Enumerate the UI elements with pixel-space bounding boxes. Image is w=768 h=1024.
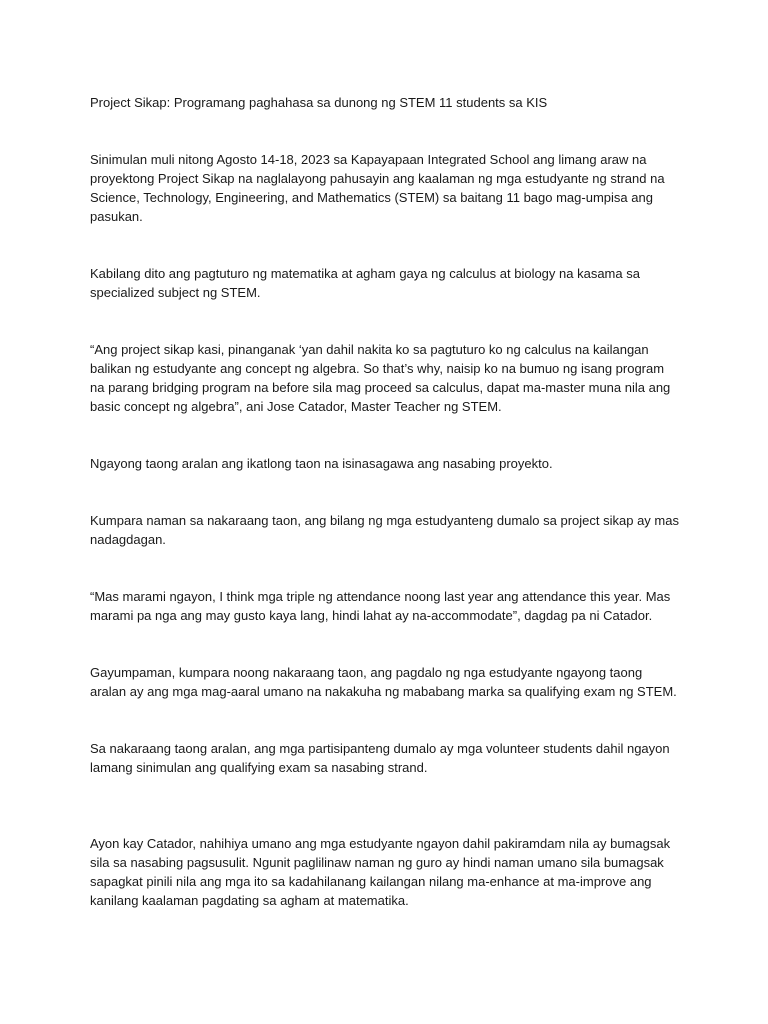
spacer <box>90 473 680 511</box>
spacer <box>90 302 680 340</box>
spacer <box>90 112 680 150</box>
paragraph-comparison: Gayumpaman, kumpara noong nakaraang taon, ang pagdalo ng nga estudyante ngayong taong aralan ay ang mga mag-aaral umano na nakakuha ng mababang marka sa qualifying exam ng STEM. <box>90 665 677 699</box>
spacer <box>90 416 680 454</box>
paragraph-intro: Sinimulan muli nitong Agosto 14-18, 2023 sa Kapayapaan Integrated School ang limang araw na proyektong Project Sikap na naglalayong pahusayin ang kaalaman ng mga estudyante ng strand na Science, Technology, Engineering, and Mathematics (STEM) sa baitang 11 bago mag-umpisa ang pasukan. <box>90 152 665 224</box>
spacer <box>90 701 680 739</box>
paragraph-quote-origin: “Ang project sikap kasi, pinanganak ‘yan dahil nakita ko sa pagtuturo ko ng calculus na kailangan balikan ng estudyante ang concept ng algebra. So that’s why, naisip ko na bumuo ng isang program na parang bridging program na before sila mag proceed sa calculus, dapat ma-master muna nila ang basic concept ng algebra”, ani Jose Catador, Master Teacher ng STEM. <box>90 342 671 414</box>
paragraph-previous-year: Sa nakaraang taong aralan, ang mga partisipanteng dumalo ay mga volunteer students dahil ngayon lamang sinimulan ang qualifying exam sa nasabing strand. <box>90 741 670 775</box>
spacer <box>90 549 680 587</box>
paragraph-third-year: Ngayong taong aralan ang ikatlong taon na isinasagawa ang nasabing proyekto. <box>90 456 553 471</box>
paragraph-catador-explanation: Ayon kay Catador, nahihiya umano ang mga estudyante ngayon dahil pakiramdam nila ay bumagsak sila sa nasabing pagsusulit. Ngunit paglilinaw naman ng guro ay hindi naman umano sila bumagsak sapagkat pinili nila ang mga ito sa kadahilanang kailangan nilang ma-enhance at ma-improve ang kanilang kaalaman pagdating sa agham at matematika. <box>90 836 671 908</box>
spacer <box>90 777 680 834</box>
paragraph-attendance: Kumpara naman sa nakaraang taon, ang bilang ng mga estudyanteng dumalo sa project sikap ay mas nadagdagan. <box>90 513 679 547</box>
document-body <box>90 93 680 910</box>
spacer <box>90 625 680 663</box>
spacer <box>90 226 680 264</box>
paragraph-quote-attendance: “Mas marami ngayon, I think mga triple ng attendance noong last year ang attendance this year. Mas marami pa nga ang may gusto kaya lang, hindi lahat ay na-accommodate”, dagdag pa ni Catador. <box>90 589 671 623</box>
document-title: Project Sikap: Programang paghahasa sa dunong ng STEM 11 students sa KIS <box>90 95 548 110</box>
paragraph-subjects: Kabilang dito ang pagtuturo ng matematika at agham gaya ng calculus at biology na kasama sa specialized subject ng STEM. <box>90 266 640 300</box>
